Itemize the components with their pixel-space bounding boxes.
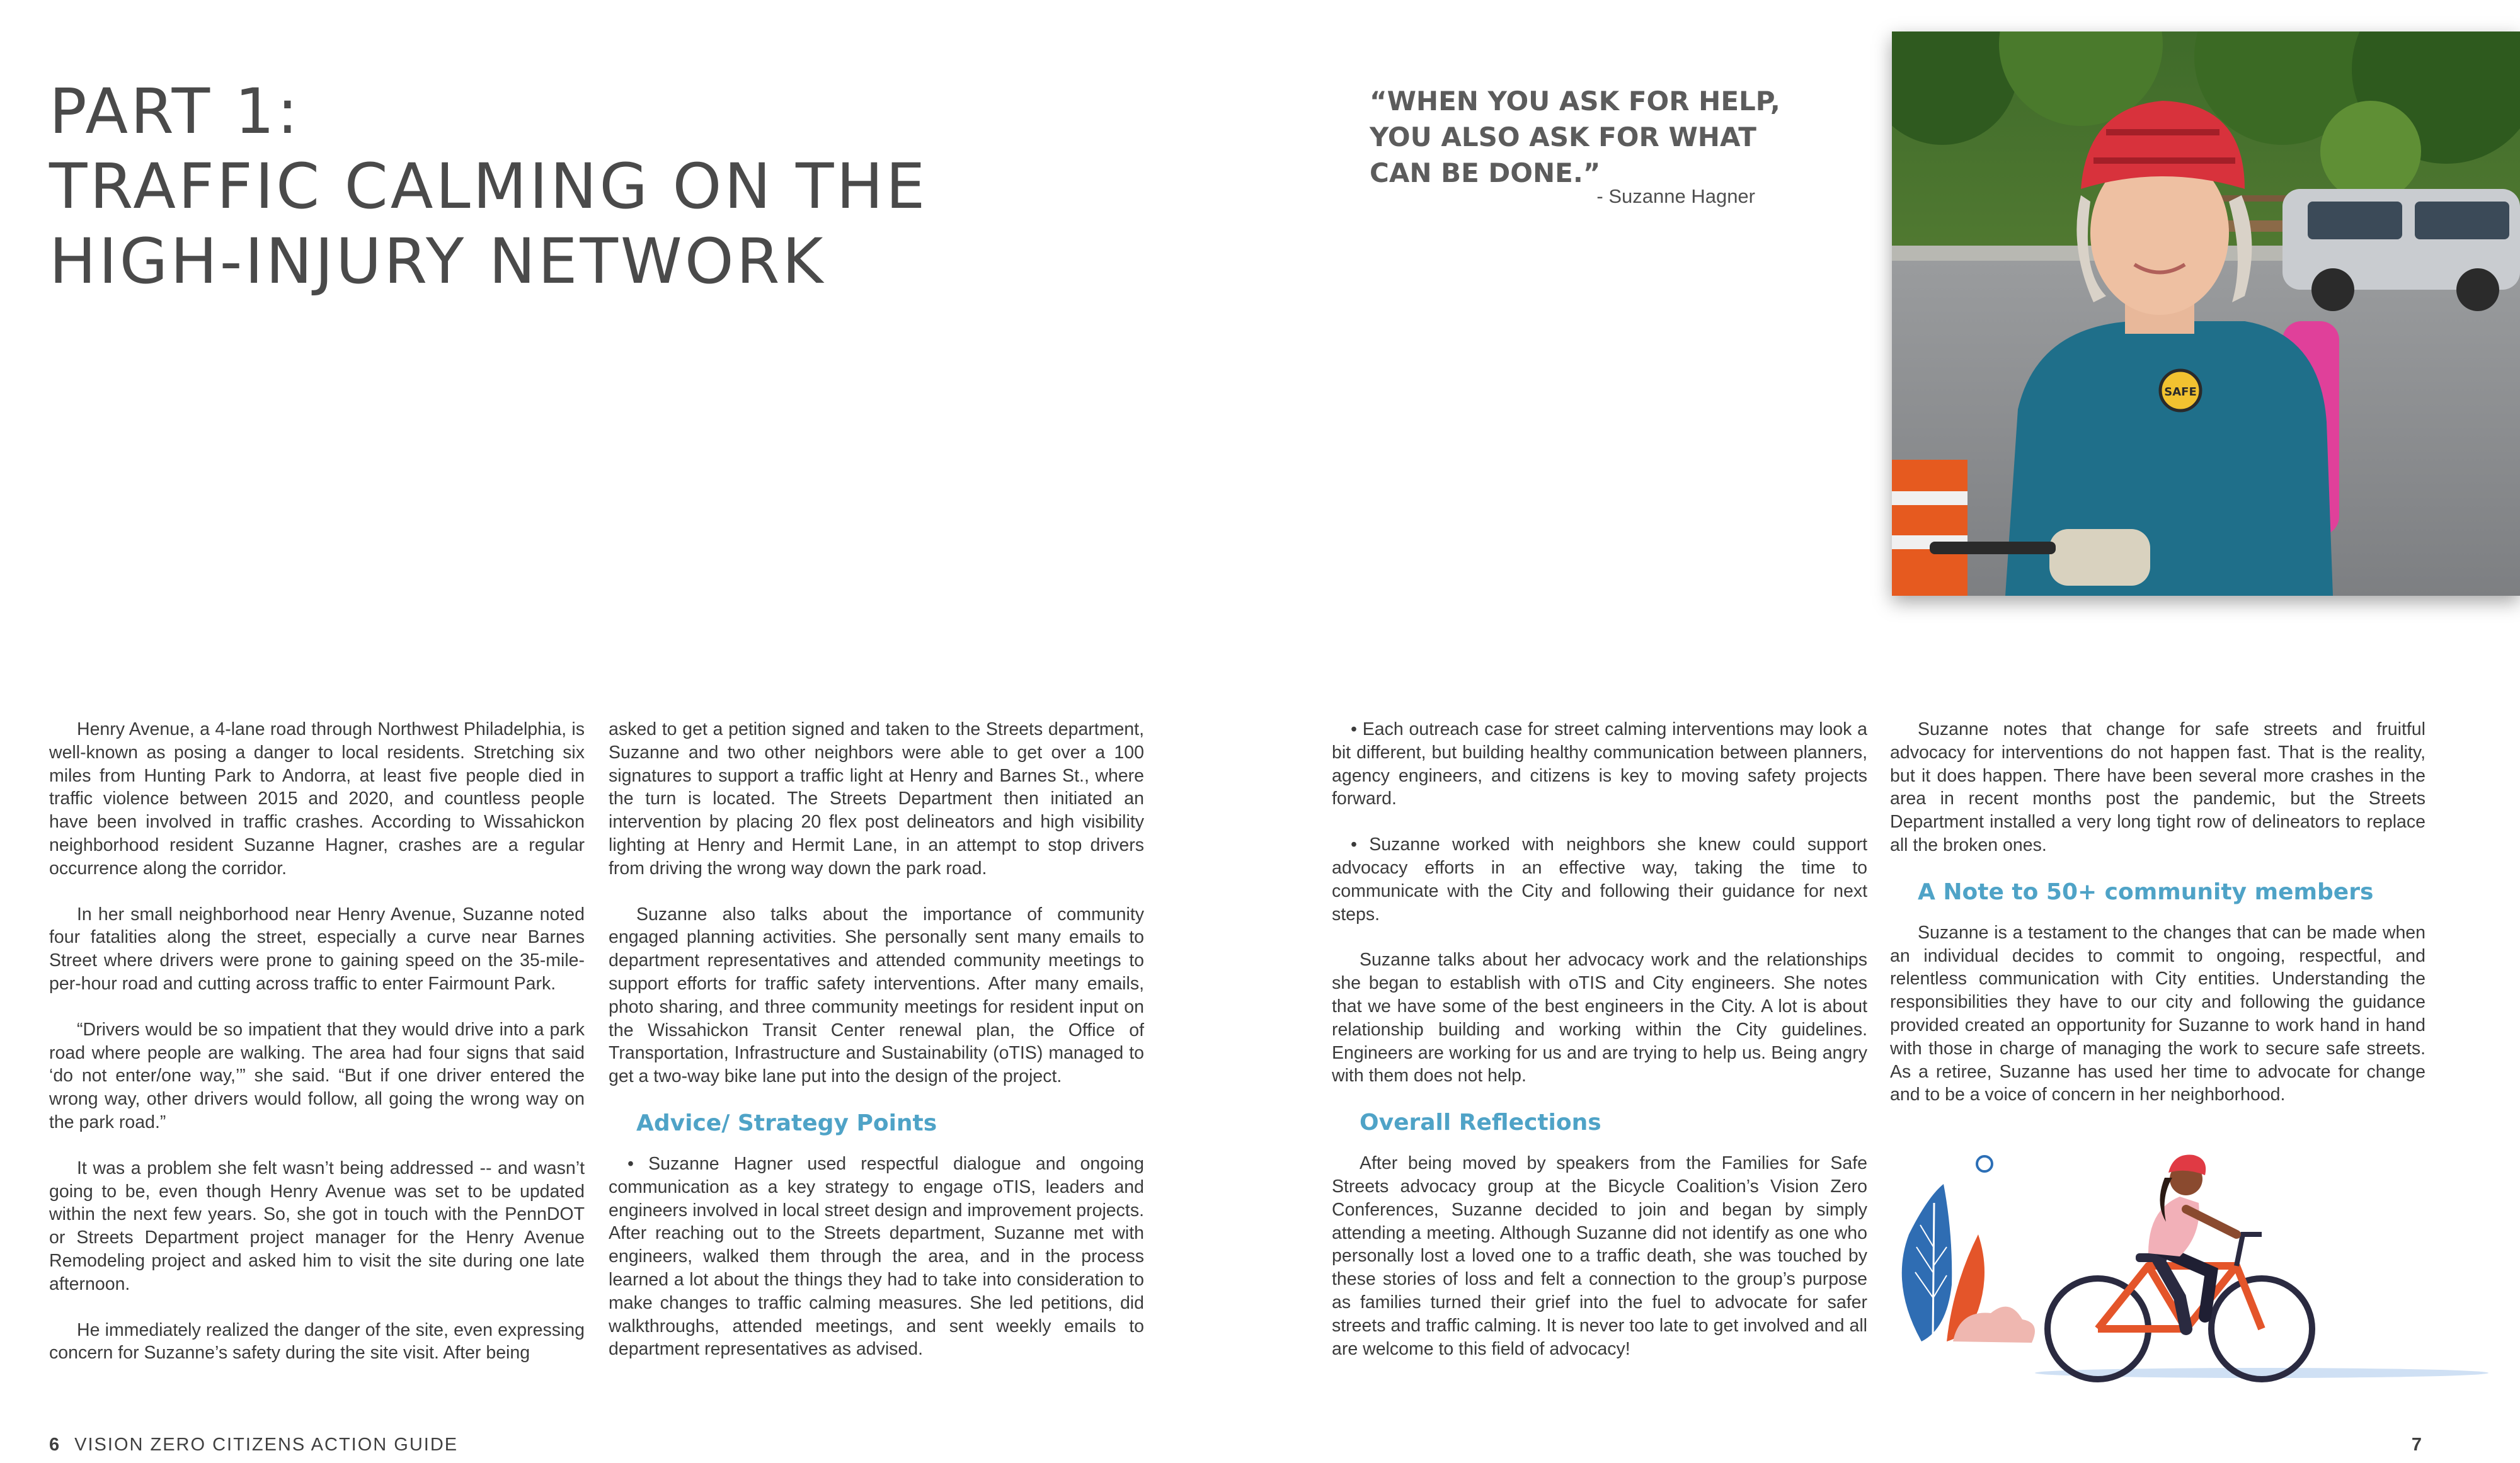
pull-quote xyxy=(1370,83,1780,191)
section-heading: Advice/ Strategy Points xyxy=(636,1110,937,1136)
paragraph: Suzanne talks about her advocacy work and the relationships she began to establish with oTIS and City engineers. She notes that we have some of the best engineers in the City. A lot is about relationship building and working within the City guidelines. Engineers are working for us and are trying to help us. Being angry with them does not help. xyxy=(1332,950,1867,1086)
quote-attribution: - Suzanne Hagner xyxy=(1596,185,1755,207)
text-column-4 xyxy=(1890,718,2426,1129)
cyclist-photo-image xyxy=(1892,31,2520,596)
cyclist-illustration-image xyxy=(1884,1140,2501,1386)
quote-line: CAN BE DONE.” xyxy=(1370,157,1601,188)
cyclist-photo xyxy=(1892,31,2520,596)
section-heading: Overall Reflections xyxy=(1360,1110,1601,1136)
text-column-1 xyxy=(49,718,585,1387)
paragraph: Suzanne is a testament to the changes that can be made when an individual decides to commit to ongoing, respectful, and relentless communication with City entities. Understanding the responsibilities they have to our city and following the guidance provided created an opportunity for Suzanne to work hand in hand with those in charge of managing the work to secure safe streets. As a retiree, Suzanne has used her time to advocate for change and to be a voice of concern in her neighborhood. xyxy=(1890,922,2426,1105)
title-line: PART 1: xyxy=(49,76,301,148)
footer-left xyxy=(49,1435,458,1455)
page-title xyxy=(49,74,994,299)
page-number-right: 7 xyxy=(2411,1435,2422,1455)
quote-line: “WHEN YOU ASK FOR HELP, xyxy=(1370,86,1780,117)
cyclist-illustration xyxy=(1884,1140,2501,1386)
bullet-paragraph: • Each outreach case for street calming interventions may look a bit different, but building healthy communication between planners, agency engineers, and citizens is key to moving safety projects forward. xyxy=(1332,719,1867,809)
paragraph: In her small neighborhood near Henry Avenue, Suzanne noted four fatalities along the street, especially a curve near Barnes Street where drivers were prone to gaining speed on the 35-mile-per-hour road and cutting across traffic to enter Fairmount Park. xyxy=(49,904,585,994)
paragraph: It was a problem she felt wasn’t being addressed -- and wasn’t going to be, even though Henry Avenue was set to be updated within the next few years. So, she got in touch with the PennDOT or Streets Department project manager for the Henry Avenue Remodeling project and asked him to visit the site during one late afternoon. xyxy=(49,1158,585,1294)
paragraph: Henry Avenue, a 4-lane road through Northwest Philadelphia, is well-known as posing a danger to local residents. Stretching six miles from Hunting Park to Andorra, at least five people died in traffic violence between 2015 and 2020, and countless people have been involved in traffic crashes. According to Wissahickon neighborhood resident Suzanne Hagner, crashes are a regular occurrence along the corridor. xyxy=(49,719,585,879)
bullet-paragraph: • Suzanne Hagner used respectful dialogue and ongoing communication as a key strategy to engage oTIS, leaders and engineers involved in local street design and improvement projects. After reaching out to the Streets department, Suzanne met with engineers, walked them through the area, and in the process learned a lot about the things they had to take into consideration to make changes to traffic calming measures. She led petitions, did walkthroughs, attended meetings, and sent weekly emails to department representatives as advised. xyxy=(609,1153,1144,1360)
title-line: HIGH-INJURY NETWORK xyxy=(49,225,826,298)
paragraph: He immediately realized the danger of the site, even expressing concern for Suzanne’s safety during the site visit. After being xyxy=(49,1319,585,1363)
bullet-paragraph: • Suzanne worked with neighbors she knew could support advocacy efforts in an effective way, taking the time to communicate with the City and following their guidance for next steps. xyxy=(1332,834,1867,925)
paragraph: Suzanne notes that change for safe streets and fruitful advocacy for interventions do not happen fast. That is the reality, but it does happen. There have been several more crashes in the area in recent months post the pandemic, but the Streets Department installed a very long tight row of delineators to replace all the broken ones. xyxy=(1890,719,2426,855)
text-column-3 xyxy=(1332,718,1867,1383)
title-line: TRAFFIC CALMING ON THE xyxy=(49,151,928,223)
quote-line: YOU ALSO ASK FOR WHAT xyxy=(1370,122,1756,152)
paragraph: Suzanne also talks about the importance of community engaged planning activities. She personally sent many emails to department representatives and attended community meetings to support efforts for traffic safety interventions. After many emails, photo sharing, and three community meetings for resident input on the Wissahickon Transit Center renewal plan, the Office of Transportation, Infrastructure and Sustainability (oTIS) managed to get a two-way bike lane put into the design of the project. xyxy=(609,904,1144,1087)
paragraph: After being moved by speakers from the Families for Safe Streets advocacy group at the Bicycle Coalition’s Vision Zero Conferences, Suzanne decided to join and began by simply attending a meeting. Although Suzanne did not identify as one who personally lost a loved one to a traffic death, she was touched by these stories of loss and felt a connection to the group’s purpose as families turned their grief into the fuel to advocate for safer streets and traffic calming. It is never too late to get involved and all are welcome to this field of advocacy! xyxy=(1332,1153,1867,1359)
publication-title: VISION ZERO CITIZENS ACTION GUIDE xyxy=(74,1435,459,1455)
page-number-left: 6 xyxy=(49,1435,61,1455)
safe-badge-text: SAFE xyxy=(2164,385,2197,399)
paragraph: “Drivers would be so impatient that they would drive into a park road where people are walking. The area had four signs that said ‘do not enter/one way,’” she said. “But if one driver entered the wrong way, other drivers would follow, all going the wrong way on the park road.” xyxy=(49,1019,585,1132)
paragraph: asked to get a petition signed and taken to the Streets department, Suzanne and two other neighbors were able to get over a 100 signatures to support a traffic light at Henry and Barnes St., where the turn is located. The Streets Department then initiated an intervention by placing 20 flex post delineators and high visibility lighting at Henry and Hermit Lane, in an attempt to stop drivers from driving the wrong way down the park road. xyxy=(609,719,1144,879)
section-heading: A Note to 50+ community members xyxy=(1918,879,2374,905)
text-column-2 xyxy=(609,718,1144,1384)
